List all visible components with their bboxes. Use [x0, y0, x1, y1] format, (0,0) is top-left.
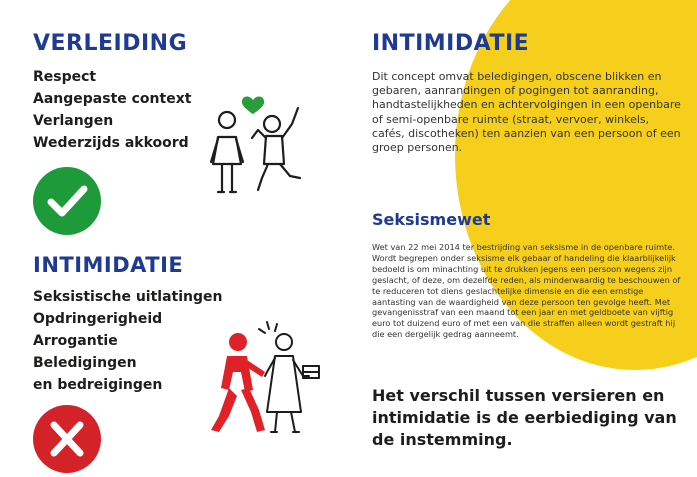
cross-circle-icon: [33, 405, 101, 473]
list-item: Seksistische uitlatingen: [33, 289, 223, 305]
check-circle-icon: [33, 167, 101, 235]
intimidatie-right-title: INTIMIDATIE: [372, 31, 530, 56]
intimidatie-left-title: INTIMIDATIE: [33, 253, 184, 277]
harassment-illustration: [205, 320, 330, 440]
list-item: Verlangen: [33, 113, 114, 129]
list-item: en bedreigingen: [33, 377, 163, 393]
verleiding-list: [33, 66, 191, 154]
list-item: Opdringerigheid: [33, 311, 163, 327]
heart-icon: [242, 96, 264, 114]
list-item: Arrogantie: [33, 333, 118, 349]
list-item: Respect: [33, 69, 97, 85]
list-item: Beledigingen: [33, 355, 137, 371]
couple-consent-illustration: [200, 92, 315, 202]
intimidatie-definition: Dit concept omvat beledigingen, obscene blikken en gebaren, aanrandingen of pogingen tot aanranding, handtastelijkheden en achtervolgingen in een openbare of semi-openbare ruimte (straat, vervoer, winkels, cafés, discotheken) ten aanzien van een persoon of een groep personen.: [372, 70, 681, 155]
seksismewet-subtitle: Seksismewet: [372, 210, 491, 229]
seksismewet-text: Wet van 22 mei 2014 ter bestrijding van seksisme in de openbare ruimte. Wordt begrepen onder seksisme elk gebaar of handeling die klaarblijkelijk bedoeld is om minachting uit te drukken jegens een persoon wegens zijn geslacht, of deze, om dezelfde reden, als minderwaardig te beschouwen of te reduceren tot diens geslachtelijke dimensie en die een ernstige aantasting van de waardigheid van deze persoon ten gevolge heeft. Met gevangenisstraf van een maand tot een jaar en met geldboete van vijftig euro tot duizend euro of met een van die straffen alleen wordt gestraft hij die een dergelijk gedrag aanneemt.: [372, 242, 681, 340]
list-item: Wederzijds akkoord: [33, 135, 189, 151]
list-item: Aangepaste context: [33, 91, 192, 107]
conclusion-statement: Het verschil tussen versieren en intimidatie is de eerbiediging van de instemming.: [372, 386, 677, 449]
verleiding-title: VERLEIDING: [33, 31, 188, 56]
intimidatie-list: [33, 286, 222, 396]
